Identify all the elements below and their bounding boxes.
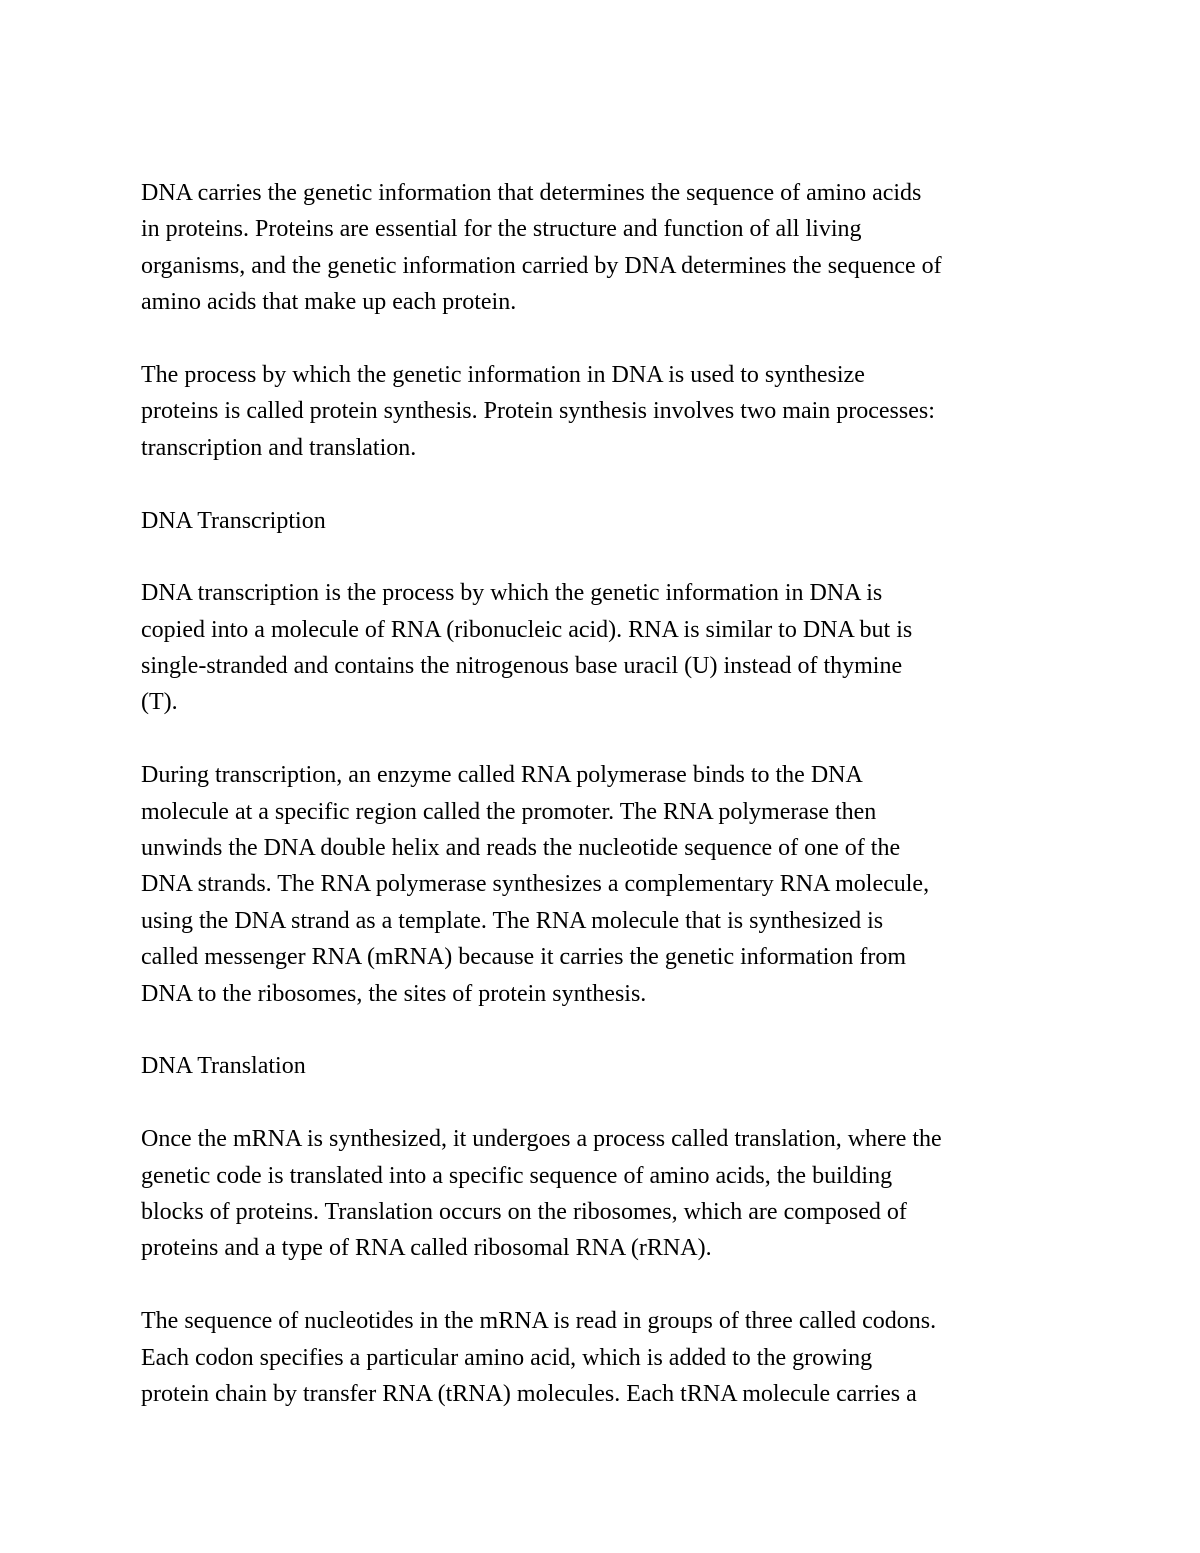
document-body bbox=[141, 175, 1071, 1449]
paragraph bbox=[141, 1121, 1071, 1267]
paragraph bbox=[141, 357, 1071, 466]
text-line: amino acids that make up each protein. bbox=[141, 289, 517, 316]
heading-text: DNA Translation bbox=[141, 1053, 306, 1080]
text-line: proteins and a type of RNA called ribosomal RNA (rRNA). bbox=[141, 1235, 712, 1262]
text-line: blocks of proteins. Translation occurs on the ribosomes, which are composed of bbox=[141, 1198, 907, 1225]
text-line: The sequence of nucleotides in the mRNA is read in groups of three called codons. bbox=[141, 1308, 937, 1335]
text-line: copied into a molecule of RNA (ribonucleic acid). RNA is similar to DNA but is bbox=[141, 616, 913, 643]
text-line: genetic code is translated into a specific sequence of amino acids, the building bbox=[141, 1162, 893, 1189]
text-line: DNA to the ribosomes, the sites of protein synthesis. bbox=[141, 980, 647, 1007]
text-line: called messenger RNA (mRNA) because it carries the genetic information from bbox=[141, 944, 907, 971]
text-line: During transcription, an enzyme called RNA polymerase binds to the DNA bbox=[141, 762, 863, 789]
paragraph bbox=[141, 175, 1071, 321]
text-line: proteins is called protein synthesis. Protein synthesis involves two main processes: bbox=[141, 398, 935, 425]
text-line: The process by which the genetic information in DNA is used to synthesize bbox=[141, 361, 865, 388]
text-line: using the DNA strand as a template. The RNA molecule that is synthesized is bbox=[141, 907, 884, 934]
text-line: (T). bbox=[141, 689, 178, 716]
text-line: protein chain by transfer RNA (tRNA) molecules. Each tRNA molecule carries a bbox=[141, 1380, 917, 1407]
text-line: DNA carries the genetic information that determines the sequence of amino acids bbox=[141, 180, 922, 206]
text-line: unwinds the DNA double helix and reads the nucleotide sequence of one of the bbox=[141, 835, 901, 862]
section-heading-transcription bbox=[141, 503, 1071, 539]
text-line: Each codon specifies a particular amino acid, which is added to the growing bbox=[141, 1344, 873, 1371]
section-heading-translation bbox=[141, 1048, 1071, 1084]
text-line: molecule at a specific region called the promoter. The RNA polymerase then bbox=[141, 798, 877, 825]
paragraph bbox=[141, 575, 1071, 721]
heading-text: DNA Transcription bbox=[141, 507, 326, 534]
text-line: single-stranded and contains the nitrogenous base uracil (U) instead of thymine bbox=[141, 653, 903, 680]
text-line: DNA transcription is the process by which the genetic information in DNA is bbox=[141, 580, 883, 607]
text-line: Once the mRNA is synthesized, it undergoes a process called translation, where the bbox=[141, 1126, 942, 1153]
text-line: DNA strands. The RNA polymerase synthesizes a complementary RNA molecule, bbox=[141, 871, 930, 898]
paragraph bbox=[141, 1303, 1071, 1412]
text-line: transcription and translation. bbox=[141, 434, 417, 461]
text-line: organisms, and the genetic information carried by DNA determines the sequence of bbox=[141, 252, 942, 279]
paragraph bbox=[141, 757, 1071, 1012]
text-line: in proteins. Proteins are essential for the structure and function of all living bbox=[141, 216, 862, 243]
